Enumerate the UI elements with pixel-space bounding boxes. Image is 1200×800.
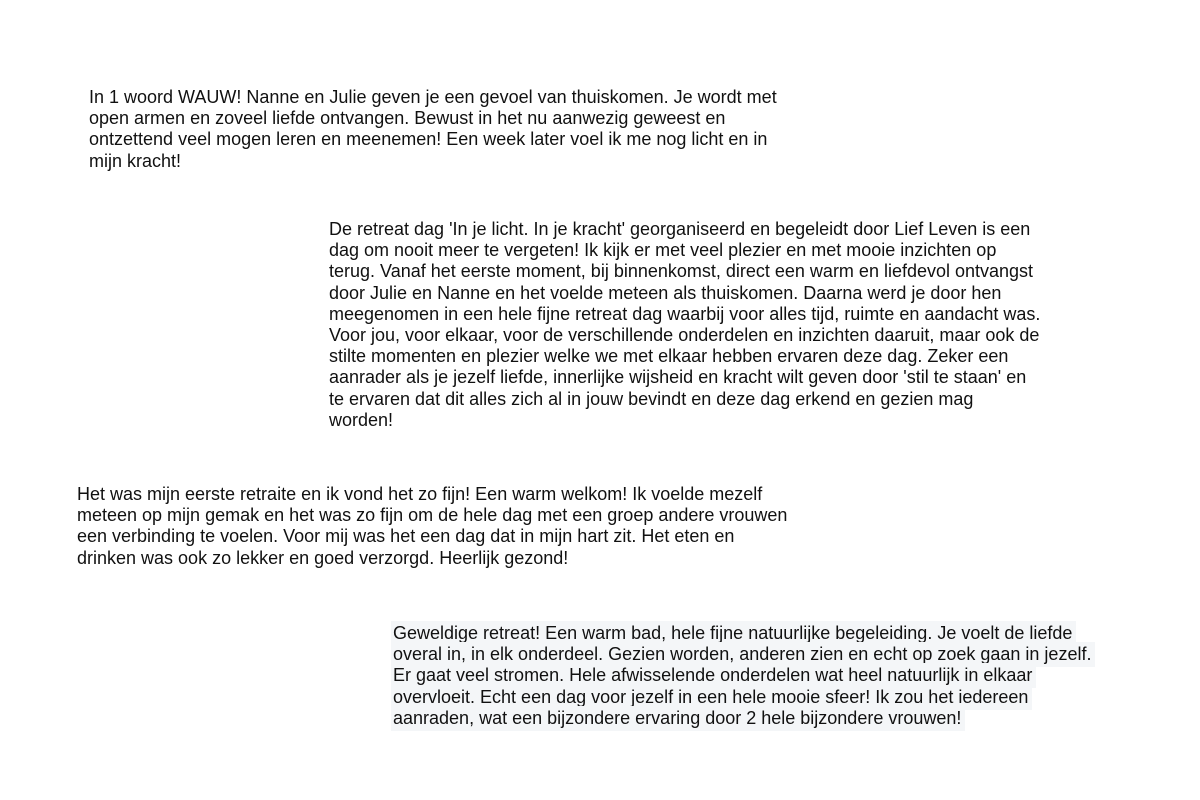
- testimonial-text-3: Het was mijn eerste retraite en ik vond het zo fijn! Een warm welkom! Ik voelde mezelf meteen op mijn gemak en het was zo fijn om de hele dag met een groep andere vrouwen een verbinding te voelen. Voor mij was het een dag dat in mijn hart zit. Het eten en drinken was ook zo lekker en goed verzorgd. Heerlijk gezond!: [77, 484, 788, 568]
- testimonial-text-4: Geweldige retreat! Een warm bad, hele fijne natuurlijke begeleiding. Je voelt de liefde overal in, in elk onderdeel. Gezien worden, anderen zien en echt op zoek gaan in jezelf. Er gaat veel stromen. Hele afwisselende onderdelen wat heel natuurlijk in elkaar overvloeit. Echt een dag voor jezelf in een hele mooie sfeer! Ik zou het iedereen aanraden, wat een bijzondere ervaring door 2 hele bijzondere vrouwen!: [391, 621, 1095, 731]
- testimonial-text-1: In 1 woord WAUW! Nanne en Julie geven je een gevoel van thuiskomen. Je wordt met open armen en zoveel liefde ontvangen. Bewust in het nu aanwezig geweest en ontzettend veel mogen leren en meenemen! Een week later voel ik me nog licht en in mijn kracht!: [89, 87, 777, 171]
- testimonial-block-4: [391, 623, 1181, 729]
- testimonial-text-2: De retreat dag 'In je licht. In je kracht' georganiseerd en begeleidt door Lief Leven is een dag om nooit meer te vergeten! Ik kijk er met veel plezier en met mooie inzichten op terug. Vanaf het eerste moment, bij binnenkomst, direct een warm en liefdevol ontvangst door Julie en Nanne en het voelde meteen als thuiskomen. Daarna werd je door hen meegenomen in een hele fijne retreat dag waarbij voor alles tijd, ruimte en aandacht was. Voor jou, voor elkaar, voor de verschillende onderdelen en inzichten daaruit, maar ook de stilte momenten en plezier welke we met elkaar hebben ervaren deze dag. Zeker een aanrader als je jezelf liefde, innerlijke wijsheid en kracht wilt geven door 'stil te staan' en te ervaren dat dit alles zich al in jouw bevindt en deze dag erkend en gezien mag worden!: [329, 219, 1041, 430]
